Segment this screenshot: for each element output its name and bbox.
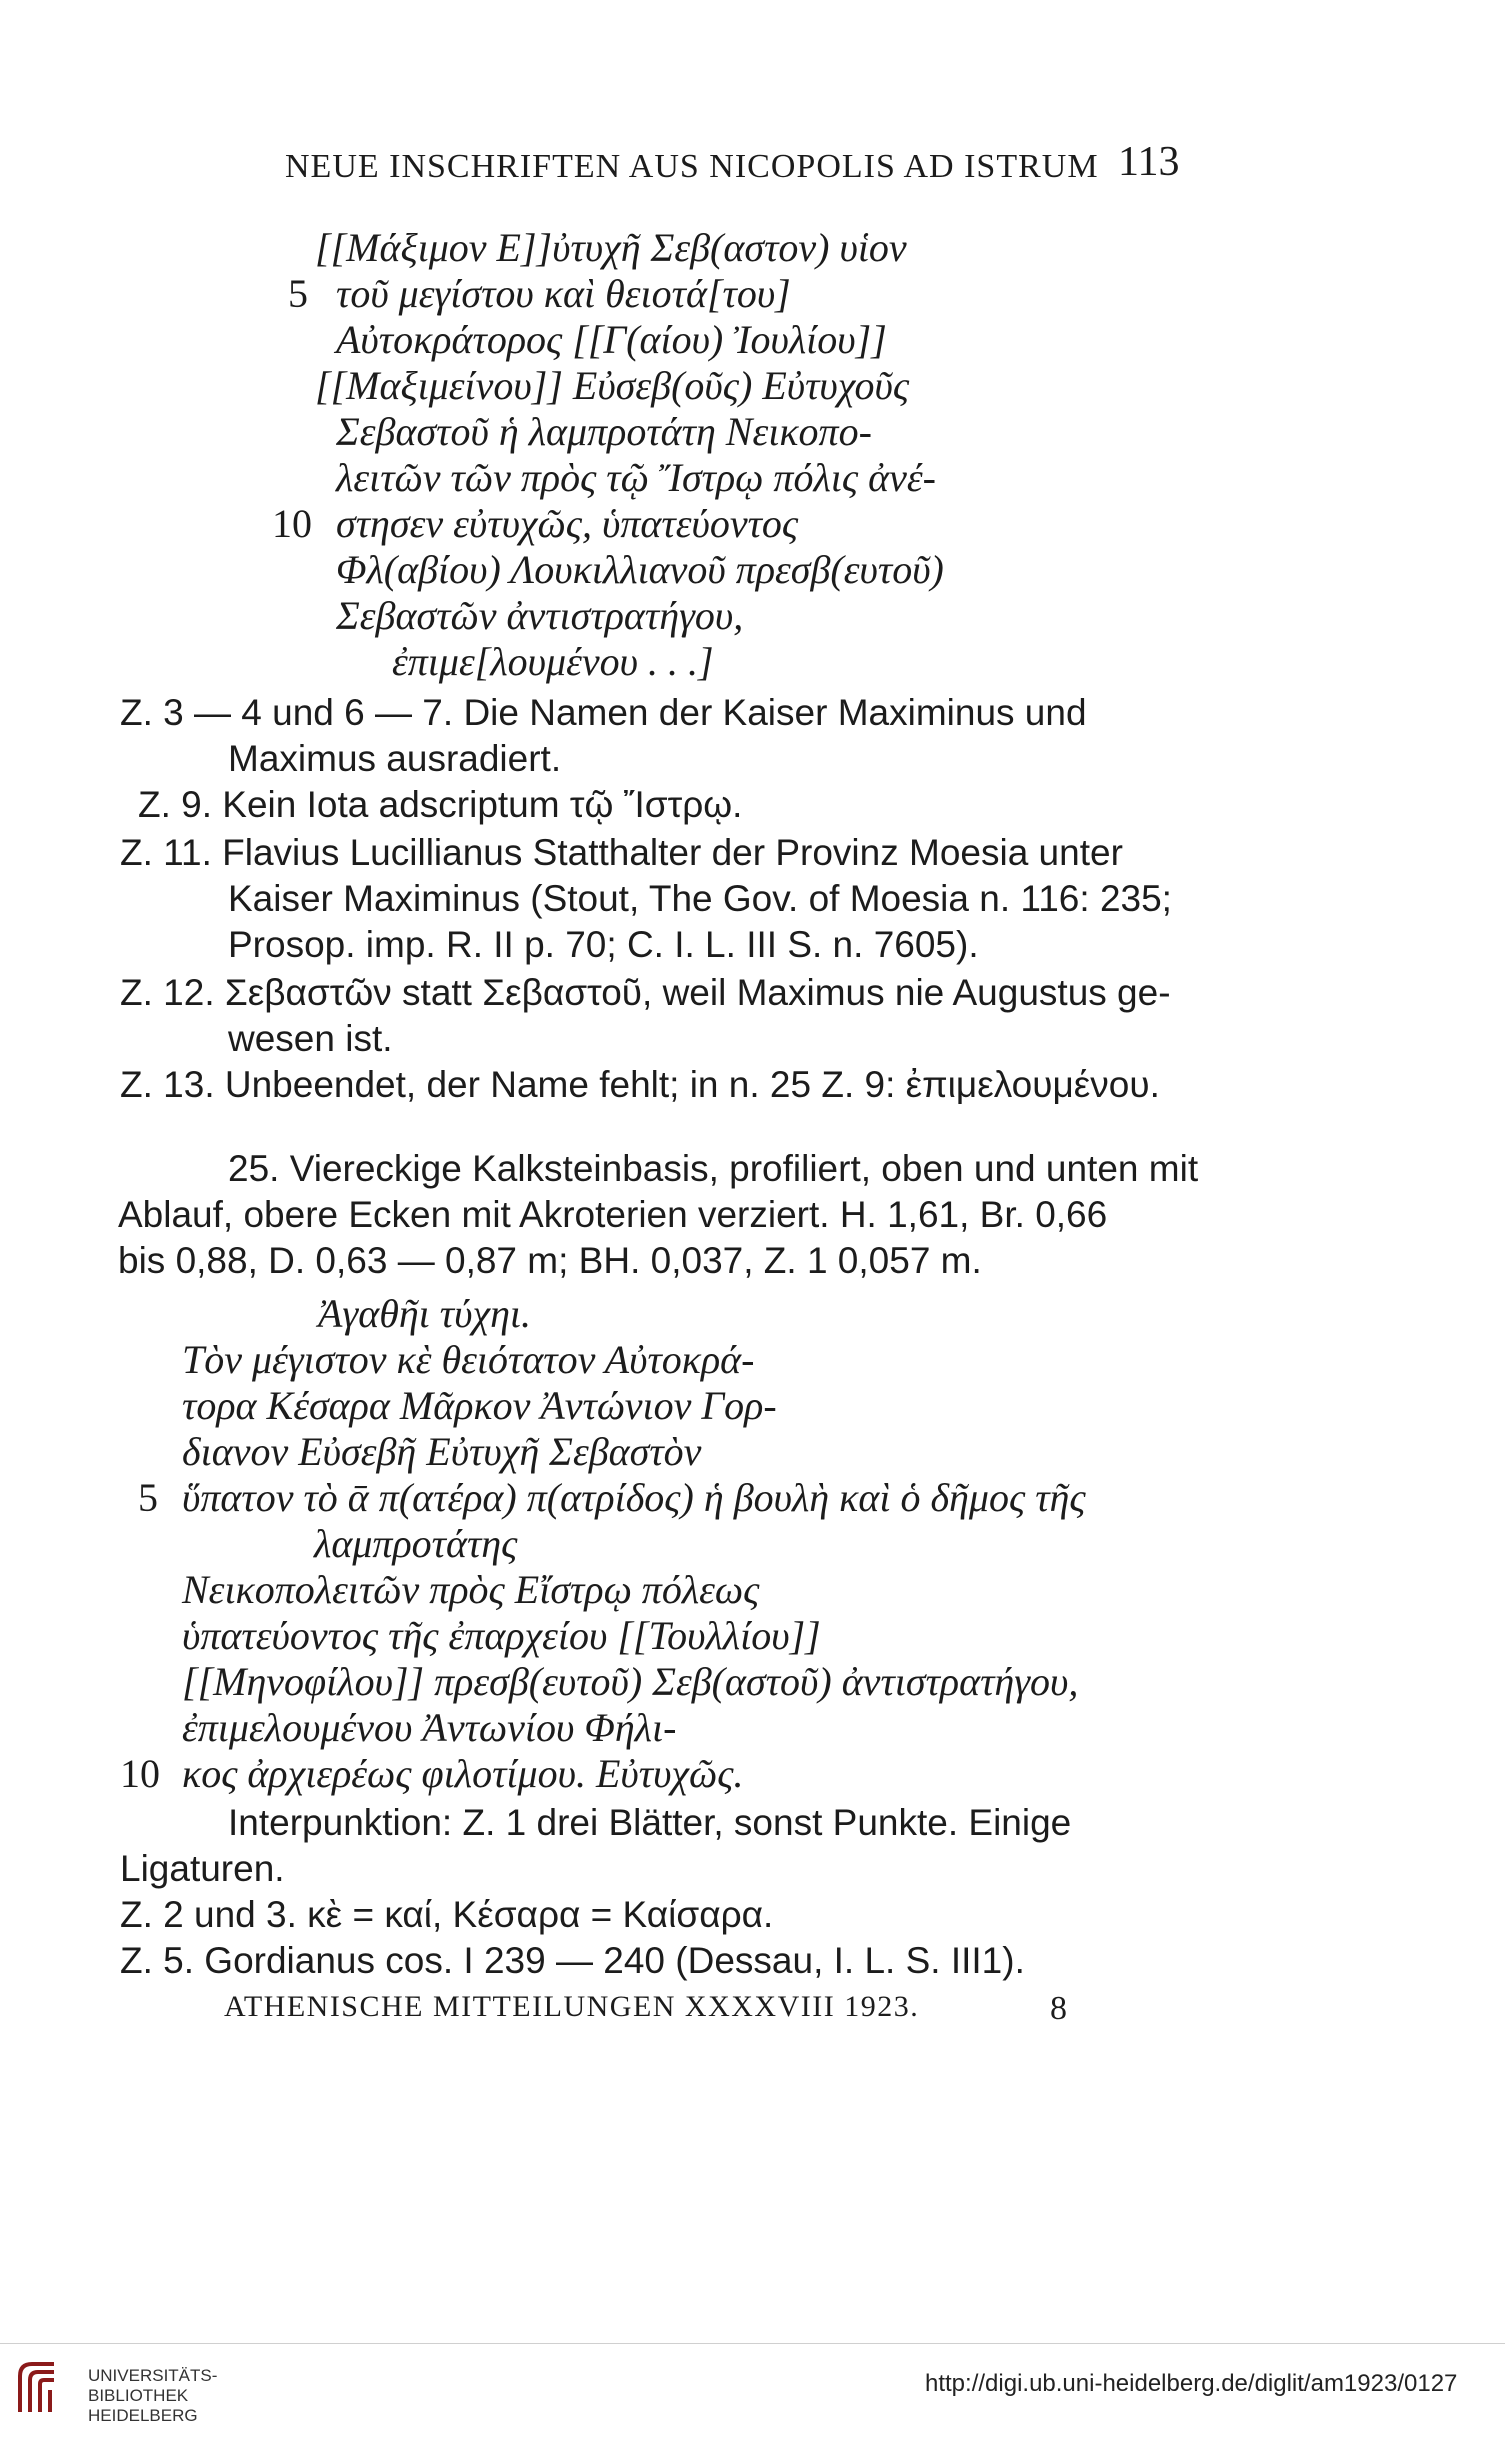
note-line: Kaiser Maximinus (Stout, The Gov. of Moesia n. 116: 235; [228, 878, 1172, 919]
library-name [88, 2366, 217, 2426]
inscription-line: Τὸν μέγιστον κὲ θειότατον Αὐτοκρά- [182, 1337, 755, 1382]
inscription-line: λειτῶν τῶν πρὸς τῷ Ἴστρῳ πόλις ἀνέ- [336, 455, 936, 500]
running-header: NEUE INSCHRIFTEN AUS NICOPOLIS AD ISTRUM [285, 148, 1099, 185]
inscription-line: [[Μαξιμείνου]] Εὐσεβ(οῦς) Εὐτυχοῦς [315, 363, 910, 408]
inscription-line: Ἀγαθῆι τύχηι. [318, 1291, 532, 1336]
inscription-line: Νεικοπολειτῶν πρὸς Εἴστρῳ πόλεως [182, 1567, 760, 1612]
sheet-signature: 8 [1050, 1990, 1069, 2027]
line-number: 10 [272, 501, 312, 546]
inscription-line: [[Μάξιμον Ε]]ὐτυχῆ Σεβ(αστον) υἱον [315, 225, 907, 270]
library-name-line: HEIDELBERG [88, 2406, 198, 2425]
inscription-line: στησεν εὐτυχῶς, ὑπατεύοντος [336, 501, 799, 546]
inscription-line: Σεβαστοῦ ἡ λαμπροτάτη Νεικοπο- [336, 409, 872, 454]
journal-footer: ATHENISCHE MITTEILUNGEN XXXXVIII 1923. [224, 1990, 920, 2023]
inscription-line: λαμπροτάτης [314, 1521, 518, 1566]
inscription-line: [[Μηνοφίλου]] πρεσβ(ευτοῦ) Σεβ(αστοῦ) ἀντιστρατήγου, [182, 1659, 1079, 1704]
divider [0, 2343, 1505, 2344]
inscription-line: ἐπιμε[λουμένου . . .] [392, 639, 714, 684]
line-number: 5 [288, 271, 308, 316]
inscription-line: διανον Εὐσεβῆ Εὐτυχῆ Σεβαστὸν [182, 1429, 702, 1474]
note-line: Z. 2 und 3. κὲ = καί, Κέσαρα = Καίσαρα. [120, 1894, 774, 1935]
note-line: Z. 9. Kein Iota adscriptum τῷ Ἴστρῳ. [138, 784, 743, 825]
entry-line: 25. Viereckige Kalksteinbasis, profiliert, oben und unten mit [228, 1148, 1199, 1189]
line-number: 10 [120, 1751, 160, 1796]
source-url-link[interactable]: http://digi.ub.uni-heidelberg.de/diglit/am1923/0127 [925, 2370, 1458, 2397]
note-line: Z. 13. Unbeendet, der Name fehlt; in n. 25 Z. 9: ἐπιμελουμένου. [120, 1064, 1160, 1105]
inscription-line: Σεβαστῶν ἀντιστρατήγου, [336, 593, 744, 638]
note-line: Z. 3 — 4 und 6 — 7. Die Namen der Kaiser Maximinus und [120, 692, 1087, 733]
line-number: 5 [138, 1475, 158, 1520]
inscription-line: Αὐτοκράτορος [[Γ(αίου) Ἰουλίου]] [336, 317, 887, 362]
inscription-line: ὕπατον τὸ ᾱ π(ατέρα) π(ατρίδος) ἡ βουλὴ καὶ ὁ δῆμος τῆς [182, 1475, 1086, 1520]
note-line: Maximus ausradiert. [228, 738, 562, 779]
library-name-line: UNIVERSITÄTS- [88, 2366, 218, 2385]
inscription-line: ὑπατεύοντος τῆς ἐπαρχείου [[Τουλλίου]] [182, 1613, 821, 1658]
note-line: Interpunktion: Z. 1 drei Blätter, sonst Punkte. Einige [228, 1802, 1072, 1843]
note-line: wesen ist. [228, 1018, 393, 1059]
note-line: Ligaturen. [120, 1848, 285, 1889]
note-line: Z. 12. Σεβαστῶν statt Σεβαστοῦ, weil Maximus nie Augustus ge- [120, 972, 1171, 1013]
note-line: Prosop. imp. R. II p. 70; C. I. L. III S. n. 7605). [228, 924, 979, 965]
inscription-line: Φλ(αβίου) Λουκιλλιανοῦ πρεσβ(ευτοῦ) [336, 547, 944, 592]
library-name-line: BIBLIOTHEK [88, 2386, 189, 2405]
inscription-line: τορα Κέσαρα Μᾶρκον Ἀντώνιον Γορ- [182, 1383, 777, 1428]
note-line: Z. 5. Gordianus cos. I 239 — 240 (Dessau, I. L. S. III1). [120, 1940, 1025, 1981]
entry-line: Ablauf, obere Ecken mit Akroterien verziert. H. 1,61, Br. 0,66 [118, 1194, 1108, 1235]
page-number: 113 [1118, 139, 1180, 185]
inscription-line: τοῦ μεγίστου καὶ θειοτά[του] [336, 271, 791, 316]
entry-line: bis 0,88, D. 0,63 — 0,87 m; BH. 0,037, Z. 1 0,057 m. [118, 1240, 982, 1281]
heidelberg-library-logo-icon [14, 2358, 72, 2418]
inscription-line: ἐπιμελουμένου Ἀντωνίου Φήλι- [182, 1705, 677, 1750]
inscription-line: κος ἀρχιερέως φιλοτίμου. Εὐτυχῶς. [182, 1751, 744, 1796]
note-line: Z. 11. Flavius Lucillianus Statthalter der Provinz Moesia unter [120, 832, 1123, 873]
